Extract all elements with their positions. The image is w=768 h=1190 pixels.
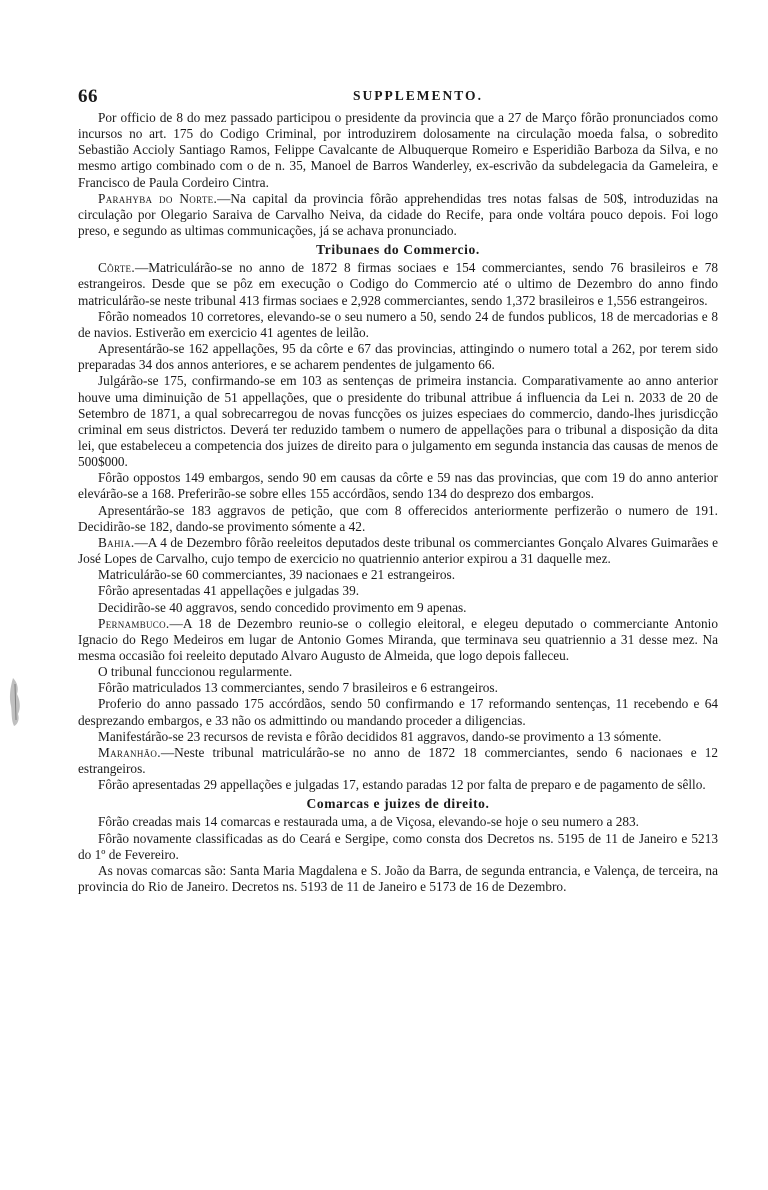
page-number: 66 xyxy=(78,86,98,107)
paragraph-text: —A 18 de Dezembro reunio-se o collegio eleitoral, e elegeu deputado o commerciante Antonio Ignacio do Rego Medeiros em lugar de Antonio Gomes Miranda, que terminava seu quatriennio a 31 desse mez. Na mesma occasião foi reeleito deputado Alvaro Augusto de Almeida, que logo depois falleceu. xyxy=(78,615,718,663)
paragraph: Proferio do anno passado 175 accórdãos, sendo 50 confirmando e 17 reformando sentenças, 11 recebendo e 64 desprezando embargos, e 33 não os admittindo ou mandando proceder a diligencias. xyxy=(78,696,718,728)
margin-ink-smudge xyxy=(8,676,24,728)
place-name: Parahyba do Norte. xyxy=(98,190,218,206)
paragraph-text: —Na capital da provincia fôrão apprehendidas tres notas falsas de 50$, introduzidas na circulação por Olegario Saraiva de Carvalho Neiva, da cidade do Recife, para onde voltára pouco depois. Foi logo preso, e segundo as ultimas communicações, já se achava pronunciado. xyxy=(78,190,718,239)
paragraph: Fôrão novamente classificadas as do Ceará e Sergipe, como consta dos Decretos ns. 5195 de 11 de Janeiro e 5213 do 1º de Fevereiro. xyxy=(78,830,718,862)
bahia-paragraph xyxy=(78,535,718,567)
pernambuco-paragraph xyxy=(78,616,718,664)
section-heading-tribunaes: Tribunaes do Commercio. xyxy=(316,242,480,258)
running-head: SUPPLEMENTO. xyxy=(353,88,483,103)
paragraph: O tribunal funccionou regularmente. xyxy=(98,664,293,680)
corte-paragraph xyxy=(78,260,718,308)
paragraph-text: —Neste tribunal matriculárão-se no anno de 1872 18 commerciantes, sendo 6 nacionaes e 12 estrangeiros. xyxy=(78,744,718,777)
paragraph: Fôrão apresentadas 41 appellações e julgadas 39. xyxy=(98,583,360,599)
paragraph: Fôrão apresentadas 29 appellações e julgadas 17, estando paradas 12 por falta de preparo e de pagamento de sêllo. xyxy=(98,777,706,793)
paragraph: Manifestárão-se 23 recursos de revista e fôrão decididos 81 aggravos, dando-se provimento a 13 sómente. xyxy=(98,728,662,744)
maranhao-paragraph xyxy=(78,745,718,777)
place-name: Maranhão. xyxy=(98,744,161,760)
intro-paragraph: Por officio de 8 do mez passado participou o presidente da provincia que a 27 de Março fôrão pronunciados como incursos no art. 175 do Codigo Criminal, por introduzirem dolosamente na circulação moeda falsa, o sobredito Sebastião Accioly Santiago Ramos, Felippe Cavalcante de Albuquerque Romeiro e Esperidião Barboza da Silva, e no mesmo artigo combinado com o de n. 35, Manoel de Barros Wanderley, ex-escrivão da subdelegacia da Gameleira, e Francisco de Paula Cordeiro Cintra. xyxy=(78,110,718,190)
page-header xyxy=(78,86,718,108)
place-name: Bahia. xyxy=(98,534,135,550)
paragraph: Fôrão creadas mais 14 comarcas e restaurada uma, a de Viçosa, elevando-se hoje o seu numero a 283. xyxy=(98,814,639,830)
paragraph: Decidirão-se 40 aggravos, sendo concedido provimento em 9 apenas. xyxy=(98,599,467,615)
paragraph: Apresentárão-se 162 appellações, 95 da côrte e 67 das provincias, attingindo o numero total a 262, por terem sido preparadas 34 dos annos anteriores, e se acharem pendentes de julgamento 66. xyxy=(78,341,718,373)
section-heading-comarcas: Comarcas e juizes de direito. xyxy=(306,796,490,812)
paragraph-text: —A 4 de Dezembro fôrão reeleitos deputados deste tribunal os commerciantes Gonçalo Alvares Guimarães e José Lopes de Carvalho, cujo tempo de exercicio no quatriennio anterior expirou a 31 daquelle mez. xyxy=(78,534,718,567)
paragraph: Julgárão-se 175, confirmando-se em 103 as sentenças de primeira instancia. Comparativamente ao anno anterior houve uma diminuição de 51 appellações, que o presidente do tribunal attribue á influencia da Lei n. 2033 de 20 de Setembro de 1871, a qual sobrecarregou de novas funcções os juizes especiaes do commercio, dando-lhes jurisdicção criminal em seus districtos. Deverá ter reduzido tambem o numero de appellações para o tribunal a disposição da dita lei, que estabeleceu a competencia dos juizes de direito para o julgamento em segunda instancia das causas de menos de 500$000. xyxy=(78,373,718,470)
document-page xyxy=(78,86,718,895)
place-name: Pernambuco. xyxy=(98,615,170,631)
paragraph-text: —Matriculárão-se no anno de 1872 8 firmas sociaes e 154 commerciantes, sendo 76 brasileiros e 78 estrangeiros. Desde que se pôz em execução o Codigo do Commercio até o ultimo de Dezembro do anno findo matriculárão-se neste tribunal 413 firmas sociaes e 2,928 commerciantes, sendo 1,372 brasileiros e 1,556 estrangeiros. xyxy=(78,260,718,308)
paragraph: Fôrão matriculados 13 commerciantes, sendo 7 brasileiros e 6 estrangeiros. xyxy=(98,680,498,696)
paragraph: Fôrão nomeados 10 corretores, elevando-se o seu numero a 50, sendo 24 de fundos publicos, 18 de mercadorias e 8 de navios. Estiverão em exercicio 41 agentes de leilão. xyxy=(78,308,718,340)
place-name: Côrte. xyxy=(98,260,135,276)
paragraph: Apresentárão-se 183 aggravos de petição, que com 8 offerecidos anteriormente perfizerão o numero de 191. Decidirão-se 182, dando-se provimento sómente a 42. xyxy=(78,502,718,534)
paragraph: As novas comarcas são: Santa Maria Magdalena e S. João da Barra, de segunda entrancia, e Valença, de terceira, na provincia do Rio de Janeiro. Decretos ns. 5193 de 11 de Janeiro e 5173 de 16 de Dezembro. xyxy=(78,862,718,895)
paragraph: Matriculárão-se 60 commerciantes, 39 nacionaes e 21 estrangeiros. xyxy=(98,567,456,583)
paragraph: Fôrão oppostos 149 embargos, sendo 90 em causas da côrte e 59 nas das provincias, que com 19 do anno anterior elevárão-se a 168. Preferirão-se sobre elles 155 accórdãos, sendo 134 do desprezo dos embargos. xyxy=(78,470,718,502)
parahyba-paragraph xyxy=(78,191,718,239)
